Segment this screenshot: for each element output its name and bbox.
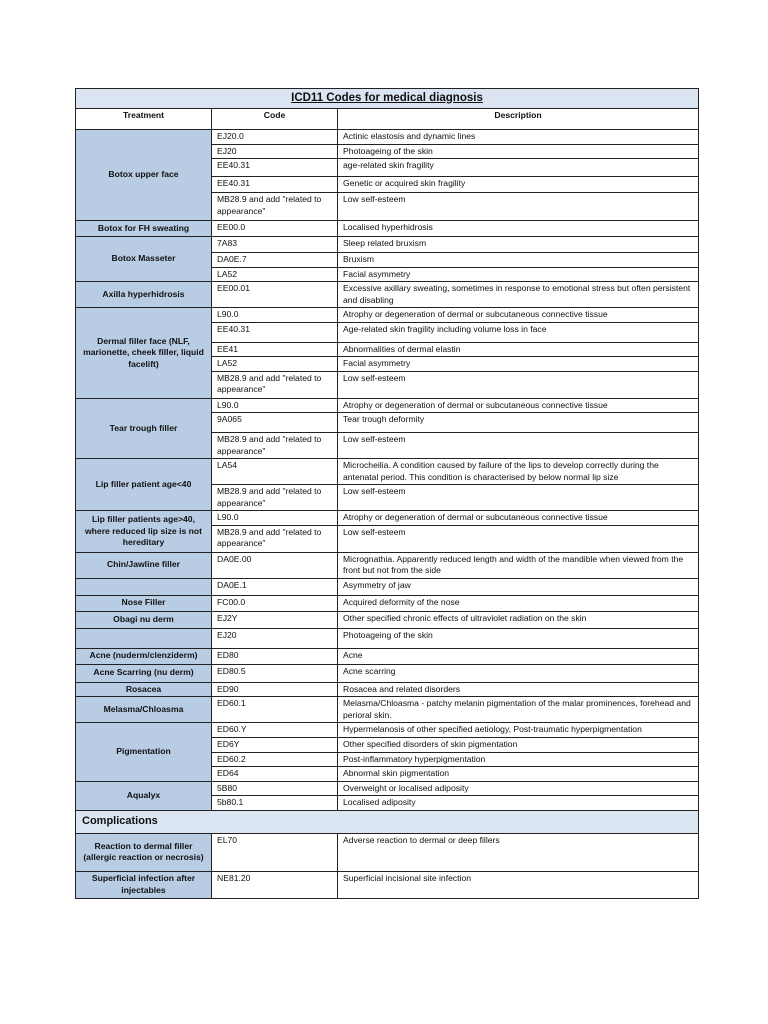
treatment-cell: Reaction to dermal filler (allergic reaction or necrosis) <box>76 833 212 871</box>
treatment-cell: Acne Scarring (nu derm) <box>76 664 212 682</box>
code-cell: L90.0 <box>212 511 338 526</box>
description-cell: Atrophy or degeneration of dermal or subcutaneous connective tissue <box>338 511 699 526</box>
code-cell: EJ20 <box>212 628 338 648</box>
code-cell: LA52 <box>212 267 338 282</box>
description-cell: Atrophy or degeneration of dermal or subcutaneous connective tissue <box>338 308 699 323</box>
code-cell: DA0E.00 <box>212 552 338 578</box>
table-row <box>76 697 699 723</box>
treatment-cell: Botox upper face <box>76 130 212 221</box>
code-cell: DA0E.7 <box>212 253 338 268</box>
description-cell: Abnormalities of dermal elastin <box>338 342 699 357</box>
treatment-cell: Botox for FH sweating <box>76 221 212 237</box>
code-cell: 5b80.1 <box>212 796 338 811</box>
header-description: Description <box>338 109 699 130</box>
table-row <box>76 308 699 323</box>
code-cell: ED60.1 <box>212 697 338 723</box>
table-row <box>76 237 699 253</box>
treatment-cell: Obagi nu derm <box>76 611 212 628</box>
treatment-cell: Rosacea <box>76 682 212 697</box>
description-cell: Micrognathia. Apparently reduced length and width of the mandible when viewed from the front but not from the side <box>338 552 699 578</box>
table-row <box>76 511 699 526</box>
code-cell: 5B80 <box>212 781 338 796</box>
code-cell: NE81.20 <box>212 871 338 898</box>
code-cell: MB28.9 and add "related to appearance" <box>212 371 338 398</box>
code-cell: ED80 <box>212 648 338 664</box>
treatment-cell: Axilla hyperhidrosis <box>76 282 212 308</box>
description-cell: Atrophy or degeneration of dermal or subcutaneous connective tissue <box>338 398 699 413</box>
description-cell: Adverse reaction to dermal or deep fillers <box>338 833 699 871</box>
table-row <box>76 578 699 595</box>
description-cell: Low self-esteem <box>338 433 699 459</box>
code-cell: EE40.31 <box>212 177 338 193</box>
description-cell: Hypermelanosis of other specified aetiology, Post-traumatic hyperpigmentation <box>338 723 699 738</box>
description-cell: Melasma/Chloasma - patchy melanin pigmentation of the malar prominences, forehead and perioral skin. <box>338 697 699 723</box>
treatment-cell: Dermal filler face (NLF, marionette, cheek filler, liquid facelift) <box>76 308 212 399</box>
code-cell: EJ20 <box>212 144 338 159</box>
treatment-cell: Tear trough filler <box>76 398 212 459</box>
description-cell: Actinic elastosis and dynamic lines <box>338 130 699 145</box>
description-cell: Localised adiposity <box>338 796 699 811</box>
description-cell: Other specified chronic effects of ultraviolet radiation on the skin <box>338 611 699 628</box>
code-cell: ED64 <box>212 767 338 782</box>
treatment-cell: Acne (nuderm/clenziderm) <box>76 648 212 664</box>
description-cell: Genetic or acquired skin fragility <box>338 177 699 193</box>
code-cell: 9A065 <box>212 413 338 433</box>
description-cell: Abnormal skin pigmentation <box>338 767 699 782</box>
description-cell: Photoageing of the skin <box>338 628 699 648</box>
code-cell: EJ2Y <box>212 611 338 628</box>
description-cell: Localised hyperhidrosis <box>338 221 699 237</box>
code-cell: EE40.31 <box>212 322 338 342</box>
table-row <box>76 130 699 145</box>
treatment-cell: Nose Filler <box>76 595 212 611</box>
description-cell: Acquired deformity of the nose <box>338 595 699 611</box>
treatment-cell: Superficial infection after injectables <box>76 871 212 898</box>
header-row <box>76 109 699 130</box>
description-cell: Bruxism <box>338 253 699 268</box>
code-cell: ED60.2 <box>212 752 338 767</box>
treatment-cell: Chin/Jawline filler <box>76 552 212 578</box>
code-cell: LA54 <box>212 459 338 485</box>
description-cell: Facial asymmetry <box>338 267 699 282</box>
code-cell: ED6Y <box>212 738 338 753</box>
header-code: Code <box>212 109 338 130</box>
code-cell: ED60.Y <box>212 723 338 738</box>
code-cell: LA52 <box>212 357 338 372</box>
description-cell: Low self-esteem <box>338 371 699 398</box>
description-cell: Low self-esteem <box>338 525 699 552</box>
table-row <box>76 648 699 664</box>
code-cell: MB28.9 and add "related to appearance" <box>212 193 338 221</box>
description-cell: Sleep related bruxism <box>338 237 699 253</box>
description-cell: Other specified disorders of skin pigmentation <box>338 738 699 753</box>
table-row <box>76 221 699 237</box>
code-cell: 7A83 <box>212 237 338 253</box>
code-cell: FC00.0 <box>212 595 338 611</box>
code-cell: ED90 <box>212 682 338 697</box>
description-cell: Low self-esteem <box>338 193 699 221</box>
description-cell: Age-related skin fragility including volume loss in face <box>338 322 699 342</box>
description-cell: Excessive axillary sweating, sometimes in response to emotional stress but often persistent and disabling <box>338 282 699 308</box>
table-row <box>76 833 699 871</box>
code-cell: EE40.31 <box>212 159 338 177</box>
treatment-cell: Pigmentation <box>76 723 212 782</box>
code-cell: L90.0 <box>212 398 338 413</box>
code-cell: EL70 <box>212 833 338 871</box>
treatment-cell: Botox Masseter <box>76 237 212 282</box>
description-cell: age-related skin fragility <box>338 159 699 177</box>
icd-codes-table <box>75 88 699 899</box>
table-row <box>76 398 699 413</box>
description-cell: Rosacea and related disorders <box>338 682 699 697</box>
table-row <box>76 459 699 485</box>
description-cell: Facial asymmetry <box>338 357 699 372</box>
description-cell: Acne <box>338 648 699 664</box>
table-row <box>76 664 699 682</box>
code-cell: MB28.9 and add "related to appearance" <box>212 433 338 459</box>
code-cell: EE00.01 <box>212 282 338 308</box>
code-cell: L90.0 <box>212 308 338 323</box>
code-cell: DA0E.1 <box>212 578 338 595</box>
table-row <box>76 628 699 648</box>
description-cell: Photoageing of the skin <box>338 144 699 159</box>
treatment-cell: Melasma/Chloasma <box>76 697 212 723</box>
code-cell: MB28.9 and add "related to appearance" <box>212 525 338 552</box>
complications-heading: Complications <box>76 810 699 833</box>
description-cell: Low self-esteem <box>338 485 699 511</box>
description-cell: Post-inflammatory hyperpigmentation <box>338 752 699 767</box>
treatment-cell <box>76 578 212 595</box>
description-cell: Microcheilia. A condition caused by failure of the lips to develop correctly during the antenatal period. This condition is characterised by below normal lip size <box>338 459 699 485</box>
complications-section-row <box>76 810 699 833</box>
code-cell: MB28.9 and add "related to appearance" <box>212 485 338 511</box>
table-row <box>76 595 699 611</box>
table-row <box>76 871 699 898</box>
table-title <box>76 89 699 109</box>
table-row <box>76 611 699 628</box>
description-cell: Acne scarring <box>338 664 699 682</box>
table-row <box>76 682 699 697</box>
treatment-cell: Aqualyx <box>76 781 212 810</box>
treatment-cell: Lip filler patient age<40 <box>76 459 212 511</box>
table-title-text: ICD11 Codes for medical diagnosis <box>291 91 483 104</box>
table-row <box>76 723 699 738</box>
description-cell: Asymmetry of jaw <box>338 578 699 595</box>
table-row <box>76 282 699 308</box>
table-row <box>76 781 699 796</box>
header-treatment: Treatment <box>76 109 212 130</box>
description-cell: Tear trough deformity <box>338 413 699 433</box>
table-row <box>76 552 699 578</box>
code-cell: EE00.0 <box>212 221 338 237</box>
code-cell: EE41 <box>212 342 338 357</box>
description-cell: Overweight or localised adiposity <box>338 781 699 796</box>
description-cell: Superficial incisional site infection <box>338 871 699 898</box>
treatment-cell <box>76 628 212 648</box>
code-cell: EJ20.0 <box>212 130 338 145</box>
code-cell: ED80.5 <box>212 664 338 682</box>
treatment-cell: Lip filler patients age>40, where reduced lip size is not hereditary <box>76 511 212 553</box>
